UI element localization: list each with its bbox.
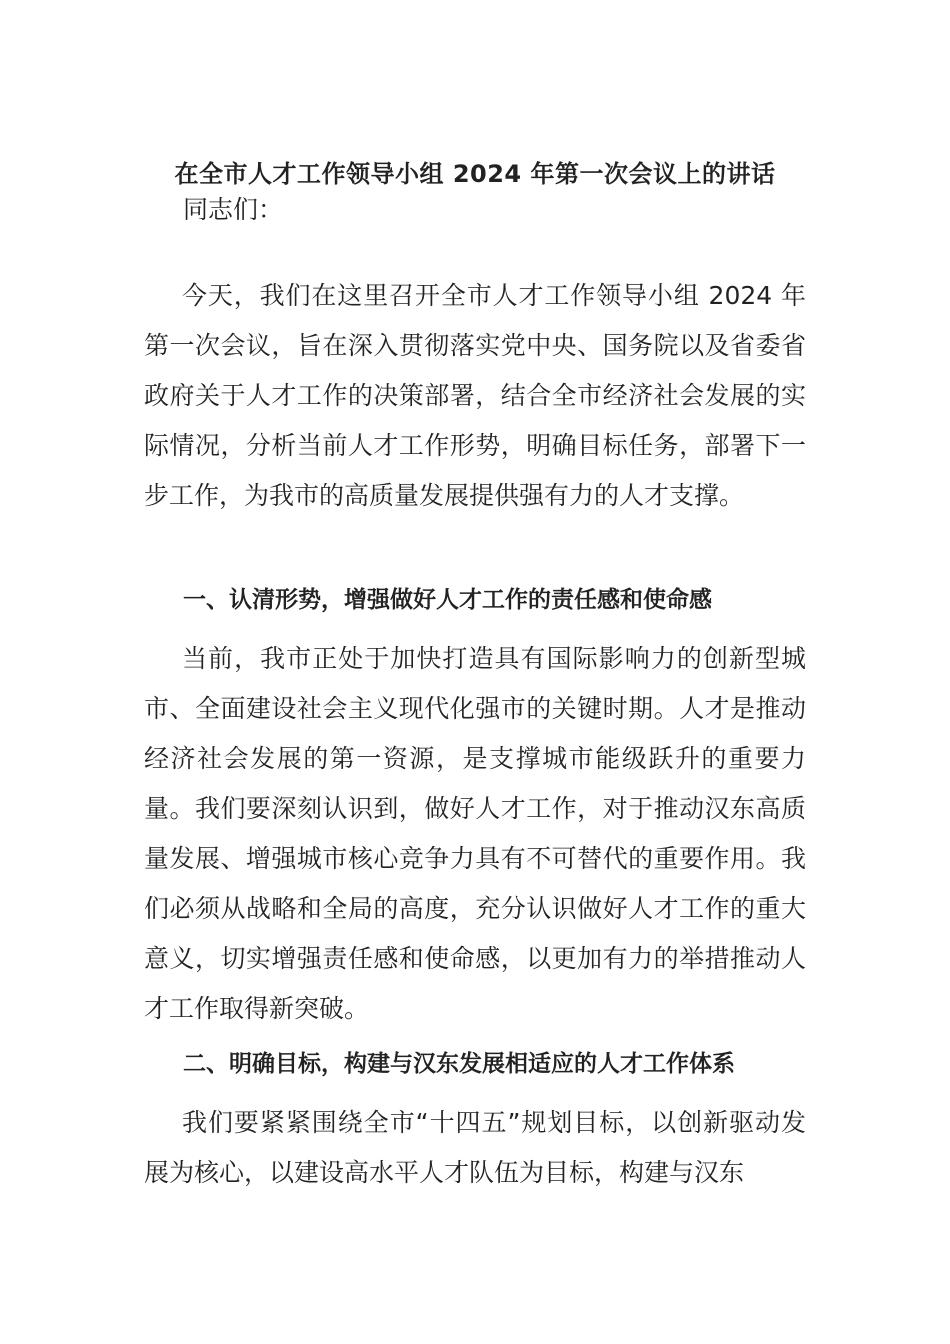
document-title: 在全市人才工作领导小组 2024 年第一次会议上的讲话 — [174, 160, 776, 188]
greeting: 同志们： — [183, 195, 284, 224]
paragraph-intro: 今天，我们在这里召开全市人才工作领导小组 2024 年第一次会议，旨在深入贯彻落实党中央、国务院以及省委省政府关于人才工作的决策部署，结合全市经济社会发展的实际情况，分析当前人才工作形势，明确目标任务，部署下一步工作，为我市的高质量发展提供强有力的人才支撑。 — [144, 281, 806, 510]
paragraph-section-1: 当前，我市正处于加快打造具有国际影响力的创新型城市、全面建设社会主义现代化强市的关键时期。人才是推动经济社会发展的第一资源，是支撑城市能级跃升的重要力量。我们要深刻认识到，做好人才工作，对于推动汉东高质量发展、增强城市核心竞争力具有不可替代的重要作用。我们必须从战略和全局的高度，充分认识做好人才工作的重大意义，切实增强责任感和使命感，以更加有力的举措推动人才工作取得新突破。 — [144, 644, 806, 1023]
section-heading-2: 二、明确目标，构建与汉东发展相适应的人才工作体系 — [183, 1051, 735, 1077]
paragraph-section-2: 我们要紧紧围绕全市“十四五”规划目标，以创新驱动发展为核心，以建设高水平人才队伍为目标，构建与汉东 — [144, 1108, 806, 1187]
section-heading-1: 一、认清形势，增强做好人才工作的责任感和使命感 — [183, 587, 712, 613]
